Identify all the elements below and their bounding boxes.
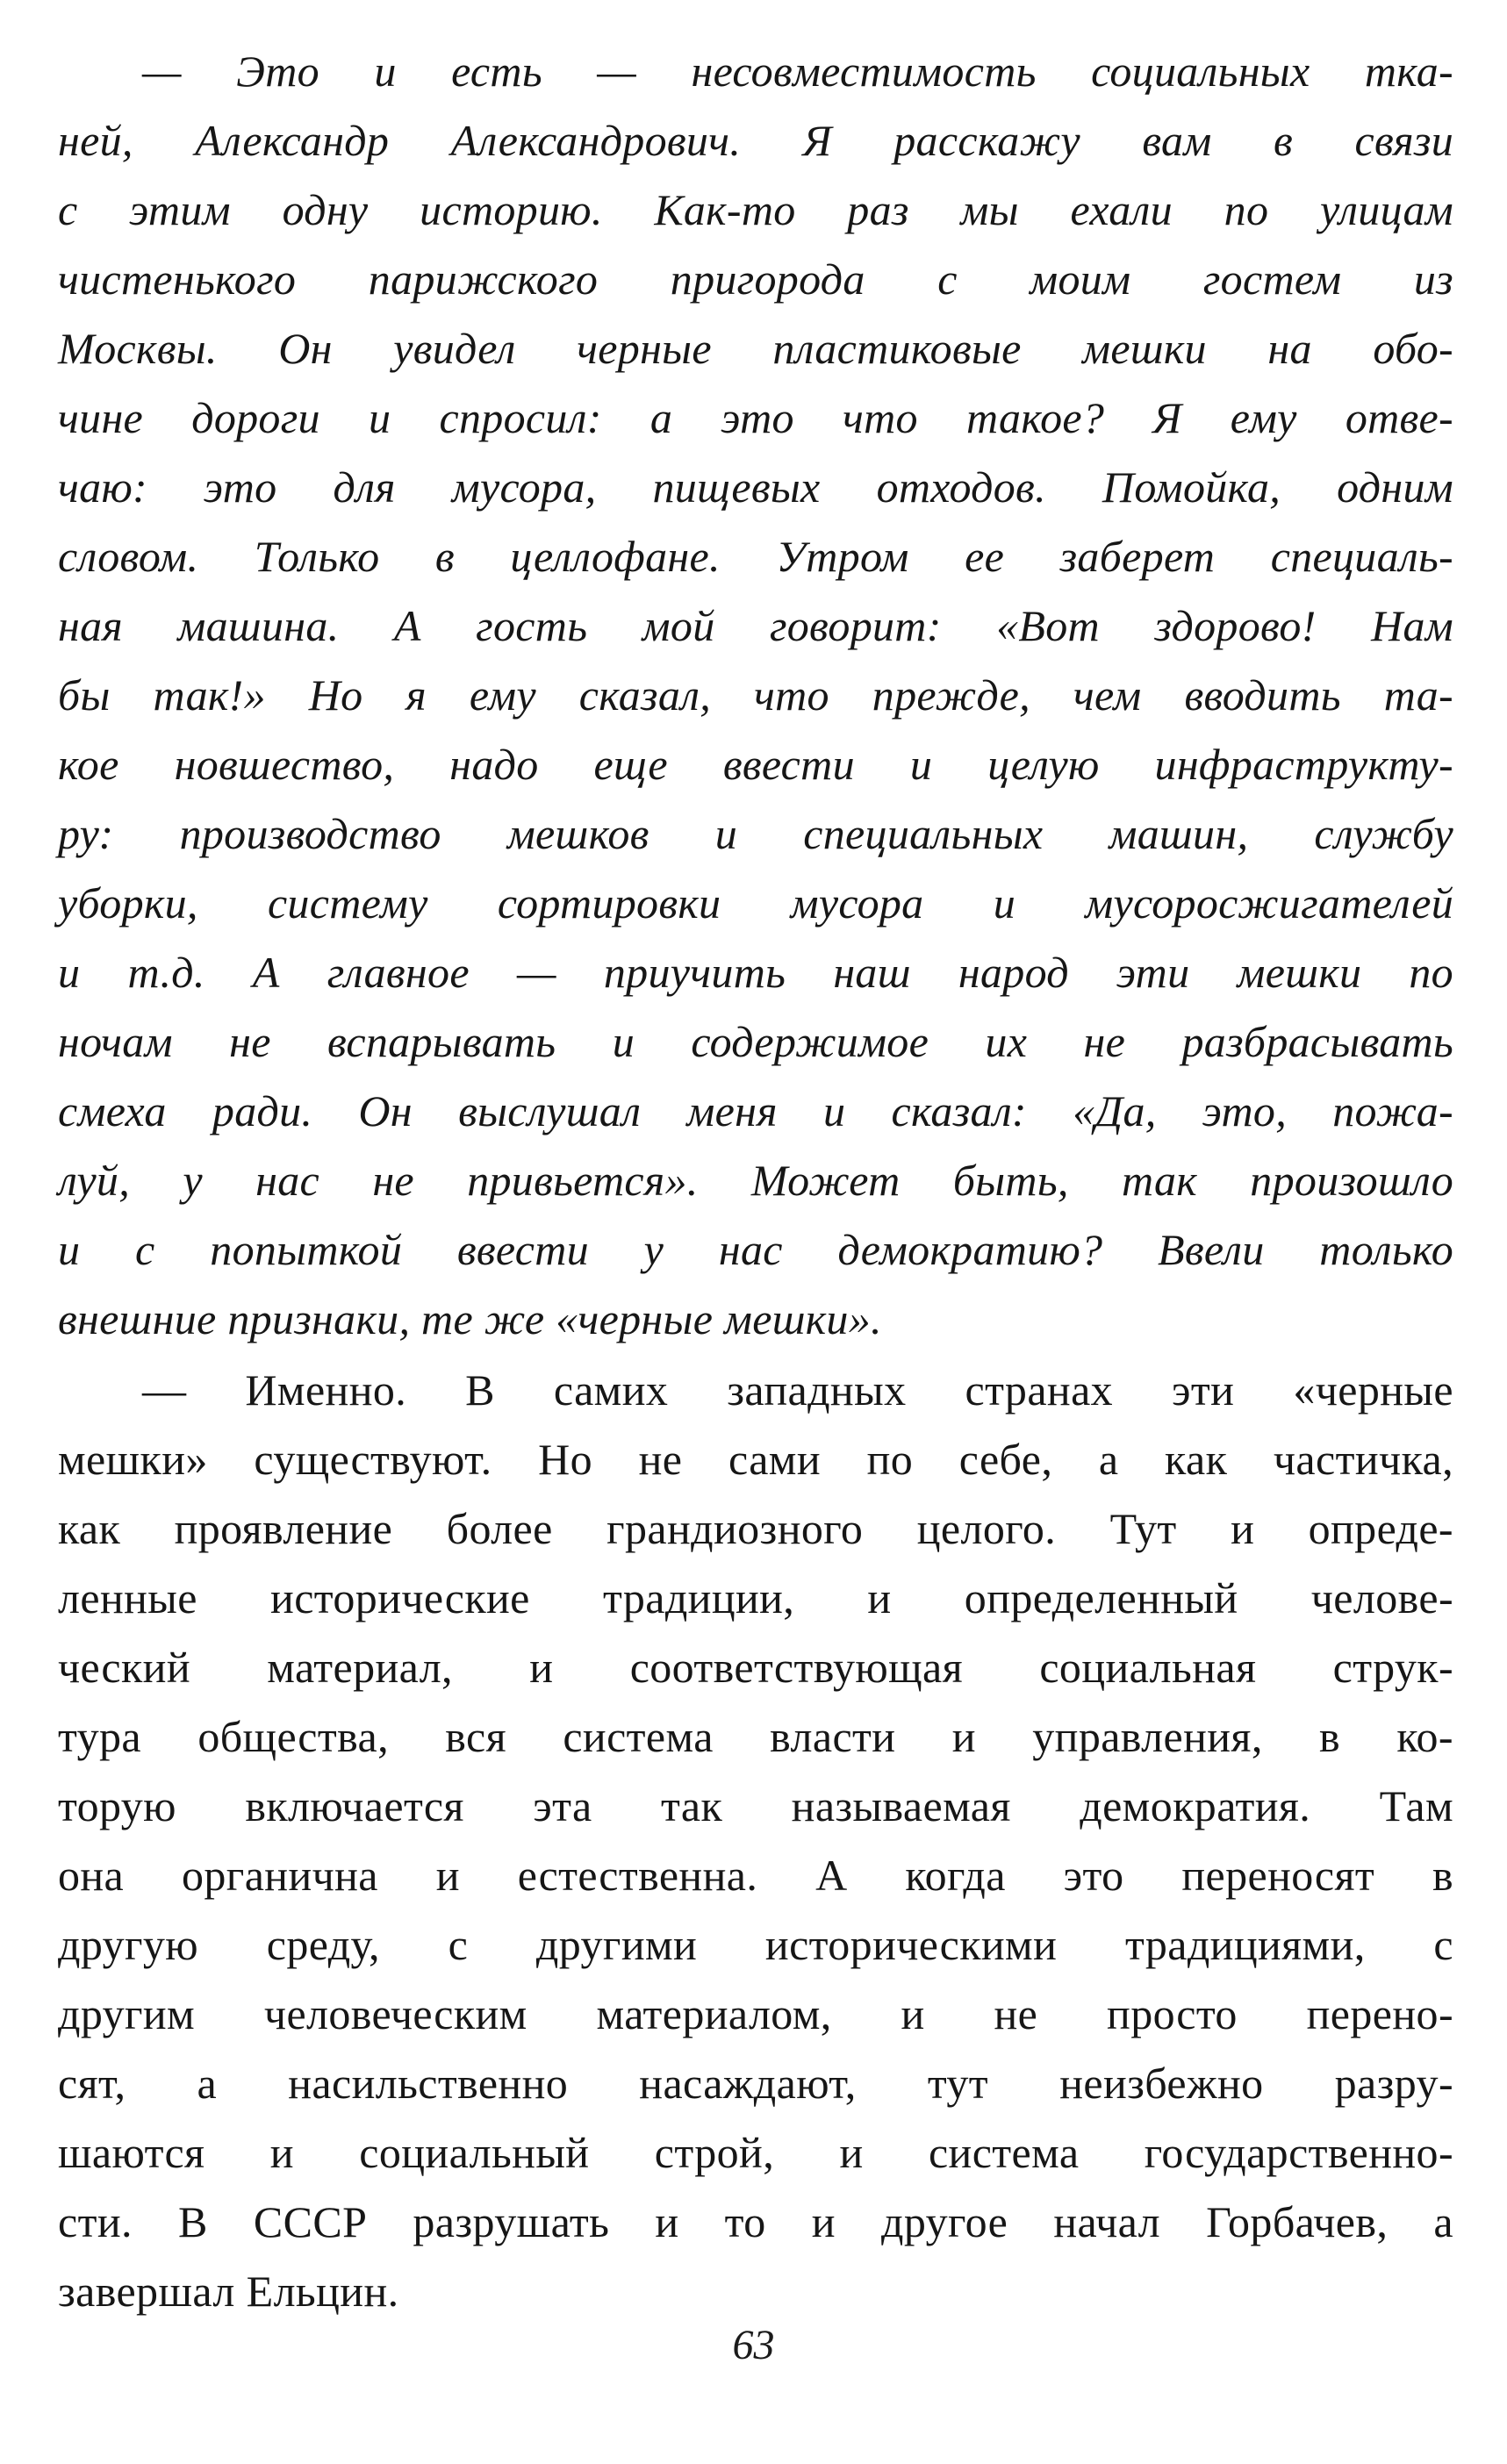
text-line: уборки, систему сортировки мусора и мусоросжигателей	[58, 878, 1453, 928]
text-line: другим человеческим материалом, и не просто перено-	[58, 1989, 1453, 2038]
text-line: ней, Александр Александрович. Я расскажу вам в связи	[58, 116, 1453, 165]
text-line: ленные исторические традиции, и определенный челове-	[58, 1573, 1453, 1622]
text-line: она органична и естественна. А когда это переносят в	[58, 1851, 1453, 1900]
text-line: чине дороги и спросил: а это что такое? Я ему отве-	[58, 393, 1453, 442]
text-line: — Именно. В самих западных странах эти «черные	[142, 1365, 1453, 1415]
text-line: ночам не вспарывать и содержимое их не разбрасывать	[58, 1017, 1453, 1066]
text-line: мешки» существуют. Но не сами по себе, а как частичка,	[58, 1435, 1453, 1484]
text-line: торую включается эта так называемая демократия. Там	[58, 1781, 1453, 1830]
text-line: и с попыткой ввести у нас демократию? Ввели только	[58, 1225, 1453, 1274]
text-line: шаются и социальный строй, и система государственно-	[58, 2128, 1453, 2177]
text-line: сят, а насильственно насаждают, тут неизбежно разру-	[58, 2059, 1453, 2108]
text-line: как проявление более грандиозного целого. Тут и опреде-	[58, 1504, 1453, 1553]
text-line: тура общества, вся система власти и управления, в ко-	[58, 1712, 1453, 1761]
text-line: сти. В СССР разрушать и то и другое начал Горбачев, а	[58, 2197, 1453, 2246]
paragraph-italic	[58, 37, 1453, 1354]
text-line: и т.д. А главное — приучить наш народ эти мешки по	[58, 948, 1453, 997]
page-number: 63	[732, 2322, 775, 2368]
text-line: внешние признаки, те же «черные мешки».	[58, 1294, 882, 1343]
paragraph-roman	[58, 1356, 1453, 2326]
text-line: луй, у нас не привьется». Может быть, так произошло	[58, 1156, 1453, 1205]
text-line: ру: производство мешков и специальных машин, службу	[58, 809, 1453, 858]
text-line: словом. Только в целлофане. Утром ее заберет специаль-	[58, 532, 1453, 581]
text-line: чаю: это для мусора, пищевых отходов. Помойка, одним	[58, 462, 1453, 512]
text-line: ная машина. А гость мой говорит: «Вот здорово! Нам	[58, 601, 1453, 650]
text-line: другую среду, с другими историческими традициями, с	[58, 1920, 1453, 1969]
text-line: — Это и есть — несовместимость социальных тка-	[142, 47, 1453, 96]
text-line: кое новшество, надо еще ввести и целую инфраструкту-	[58, 740, 1453, 789]
text-line: завершал Ельцин.	[58, 2267, 399, 2316]
text-line: ческий материал, и соответствующая социальная струк-	[58, 1643, 1453, 1692]
text-line: бы так!» Но я ему сказал, что прежде, чем вводить та-	[58, 670, 1453, 720]
text-line: Москвы. Он увидел черные пластиковые мешки на обо-	[58, 324, 1453, 373]
text-line: чистенького парижского пригорода с моим гостем из	[58, 254, 1453, 304]
text-line: с этим одну историю. Как-то раз мы ехали по улицам	[58, 185, 1453, 234]
text-line: смеха ради. Он выслушал меня и сказал: «Да, это, пожа-	[58, 1086, 1453, 1135]
